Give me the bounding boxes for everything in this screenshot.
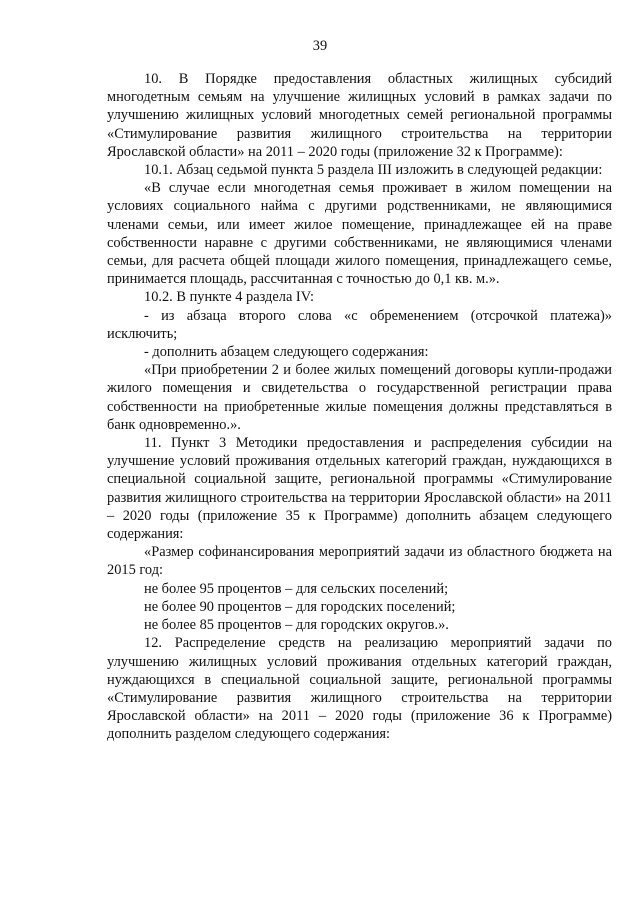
paragraph-11: 11. Пункт 3 Методики предоставления и распределения субсидии на улучшение условий проживания отдельных категорий граждан, нуждающихся в специальной социальной защите, региональной программы «Стимулирование развития жилищного строительства на территории Ярославской области» на 2011 – 2020 годы (приложение 35 к Программе) дополнить абзацем следующего содержания:	[107, 435, 612, 543]
document-body	[107, 70, 612, 744]
paragraph-quote-purchase: «При приобретении 2 и более жилых помещений договоры купли-продажи жилого помещения и свидетельства о государственной регистрации права собственности на приобретенные жилые помещения должны представляться в банк одновременно.».	[107, 362, 612, 433]
paragraph-10-2: 10.2. В пункте 4 раздела IV:	[144, 289, 315, 306]
paragraph-10-1: 10.1. Абзац седьмой пункта 5 раздела III изложить в следующей редакции:	[144, 162, 603, 179]
paragraph-10: 10. В Порядке предоставления областных жилищных субсидий многодетным семьям на улучшение жилищных условий в рамках задачи по улучшению жилищных условий многодетных семей региональной программы «Стимулирование развития жилищного строительства на территории Ярославской области» на 2011 – 2020 годы (приложение 32 к Программе):	[107, 71, 612, 160]
paragraph-12: 12. Распределение средств на реализацию мероприятий задачи по улучшению жилищных условий проживания отдельных категорий граждан, нуждающихся в специальной социальной защите, региональной программы «Стимулирование развития жилищного строительства на территории Ярославской области» на 2011 – 2020 годы (приложение 36 к Программе) дополнить разделом следующего содержания:	[107, 635, 612, 743]
paragraph-cofinancing: «Размер софинансирования мероприятий задачи из областного бюджета на 2015 год:	[107, 544, 612, 579]
paragraph-exclude-words: - из абзаца второго слова «с обременением (отсрочкой платежа)» исключить;	[107, 307, 612, 342]
page-number: 39	[312, 38, 328, 54]
paragraph-add-abzac: - дополнить абзацем следующего содержания:	[144, 344, 429, 361]
list-item-urban-districts: не более 85 процентов – для городских округов.».	[144, 617, 449, 634]
list-item-rural: не более 95 процентов – для сельских поселений;	[144, 580, 449, 597]
list-item-urban-settlements: не более 90 процентов – для городских поселений;	[144, 598, 456, 615]
paragraph-quote-family: «В случае если многодетная семья проживает в жилом помещении на условиях социального найма с другими родственниками, не являющимися членами семьи, или имеет жилое помещение, принадлежащее ей на праве собственности наравне с другими собственниками, не являющимися членами семьи, для расчета общей площади жилого помещения, принадлежащего семье, принимается площадь, рассчитанная с точностью до 0,1 кв. м.».	[107, 180, 612, 288]
